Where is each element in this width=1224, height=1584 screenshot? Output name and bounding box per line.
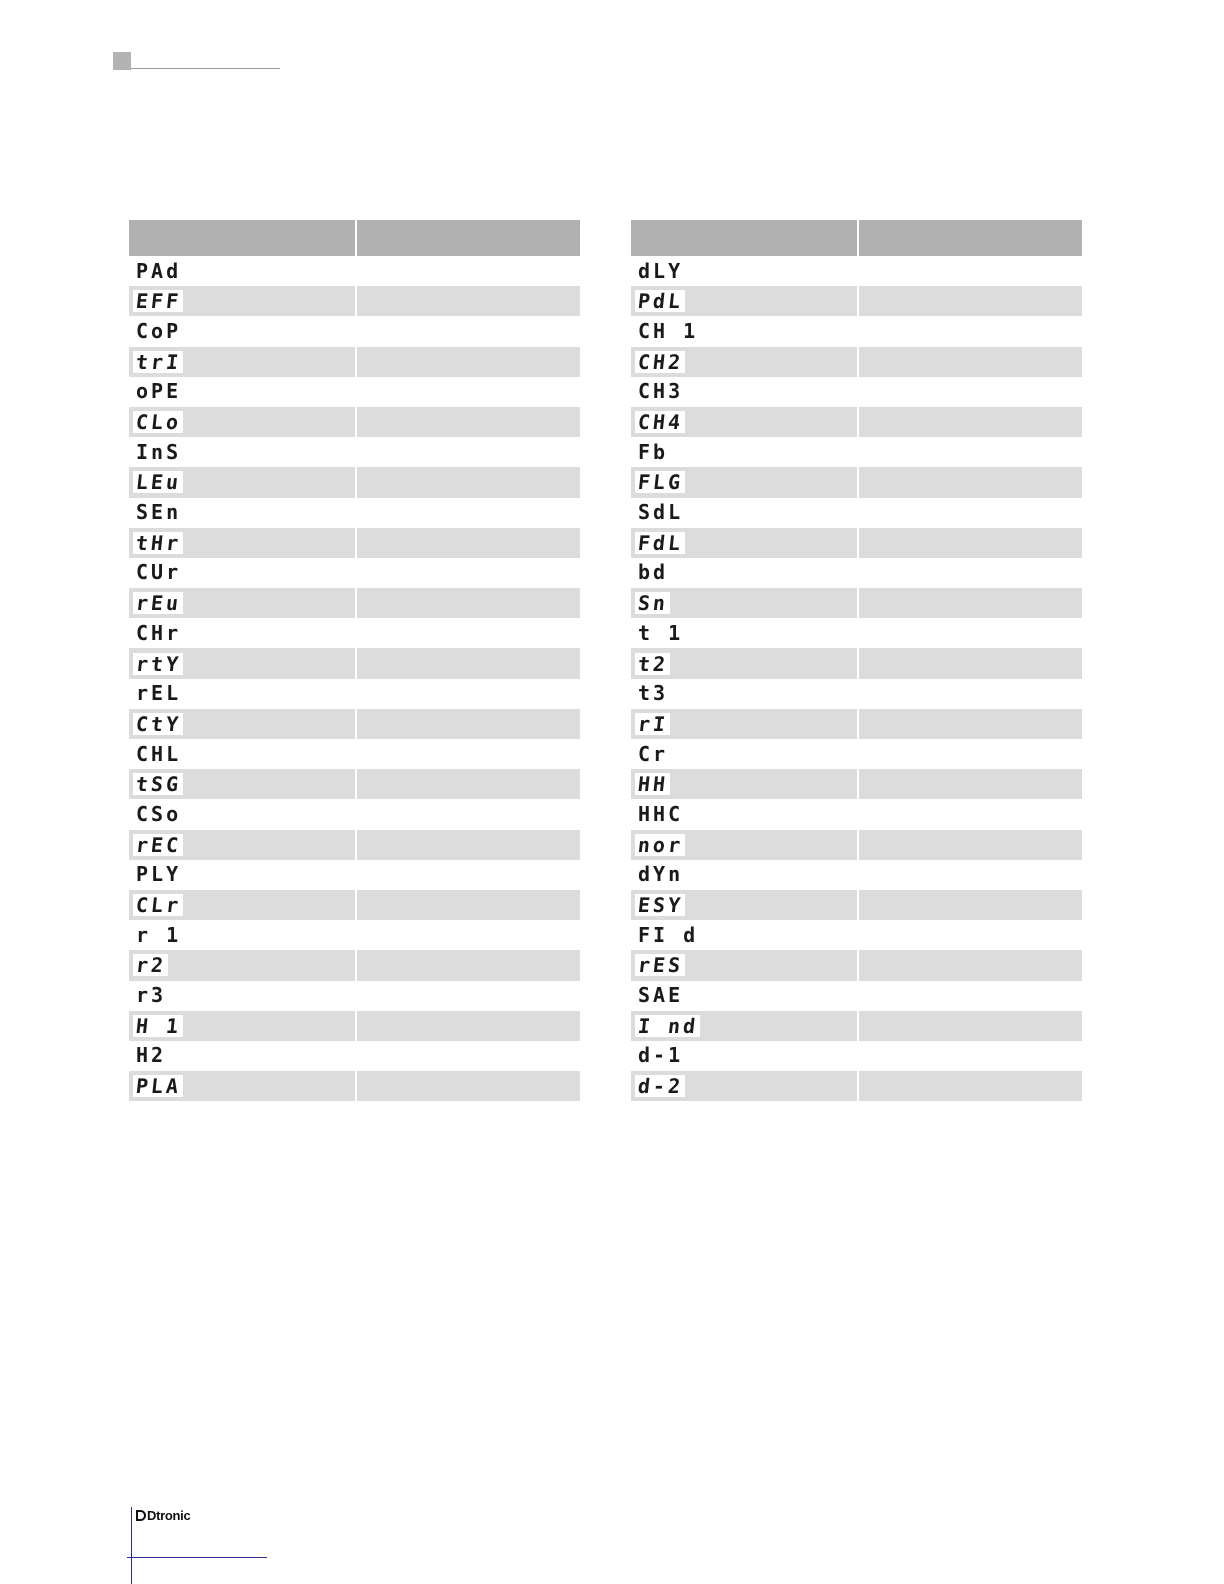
- table-row: [129, 709, 580, 739]
- display-code-wrap: [129, 318, 182, 343]
- code-cell: [631, 588, 857, 618]
- table-row: [129, 648, 580, 678]
- display-code-wrap: [129, 258, 182, 283]
- description-cell: [357, 286, 580, 316]
- display-code-wrap: [129, 502, 181, 523]
- table-row: [129, 316, 580, 346]
- description-cell: [859, 709, 1082, 739]
- code-cell: [129, 860, 355, 890]
- table-row: [631, 437, 1082, 467]
- code-cell: [129, 407, 355, 437]
- display-code: CUr: [136, 560, 182, 585]
- description-cell: [357, 709, 580, 739]
- display-code: PdL: [636, 289, 685, 314]
- display-code-wrap: [631, 439, 669, 464]
- header-cell-description: [859, 220, 1082, 256]
- description-cell: [859, 347, 1082, 377]
- table-row: [129, 437, 580, 467]
- display-code-wrap: [631, 502, 683, 523]
- table-row: [631, 347, 1082, 377]
- display-code: rEC: [134, 832, 183, 857]
- display-code-wrap: [635, 894, 685, 916]
- display-code: rtY: [134, 651, 183, 676]
- table-row: [631, 981, 1082, 1011]
- table-row: [129, 1071, 580, 1101]
- display-code-wrap: [129, 922, 182, 947]
- display-code: rI: [636, 711, 670, 736]
- description-cell: [859, 528, 1082, 558]
- table-row: [129, 981, 580, 1011]
- display-code-wrap: [635, 1075, 685, 1097]
- display-code: FdL: [636, 530, 685, 555]
- code-cell: [129, 1071, 355, 1101]
- code-cell: [129, 739, 355, 769]
- table-row: [631, 860, 1082, 890]
- display-code: CoP: [136, 318, 182, 343]
- code-cell: [129, 498, 355, 528]
- display-code: SEn: [136, 500, 182, 525]
- code-cell: [129, 981, 355, 1011]
- code-cell: [129, 679, 355, 709]
- display-code: r 1: [136, 922, 182, 947]
- display-code-wrap: [631, 620, 684, 645]
- description-cell: [859, 739, 1082, 769]
- brand-logo: [136, 1508, 190, 1523]
- table-row: [631, 588, 1082, 618]
- display-code: Cr: [638, 741, 669, 766]
- code-cell: [129, 950, 355, 980]
- table-row: [129, 739, 580, 769]
- description-cell: [357, 588, 580, 618]
- display-code: nor: [636, 832, 685, 857]
- table-row: [129, 1011, 580, 1041]
- display-code: H2: [136, 1043, 167, 1068]
- table-row: [129, 588, 580, 618]
- description-cell: [357, 769, 580, 799]
- code-cell: [129, 588, 355, 618]
- display-code: EFF: [134, 289, 183, 314]
- table-row: [631, 739, 1082, 769]
- code-cell: [631, 1011, 857, 1041]
- table-row: [129, 558, 580, 588]
- display-code-wrap: [133, 532, 183, 554]
- code-cell: [129, 618, 355, 648]
- code-cell: [631, 860, 857, 890]
- display-code: SAE: [638, 983, 684, 1008]
- table-row: [631, 1011, 1082, 1041]
- table-row: [631, 1071, 1082, 1101]
- code-cell: [631, 256, 857, 286]
- description-cell: [357, 890, 580, 920]
- display-code-wrap: [631, 985, 683, 1006]
- display-code: oPE: [136, 379, 182, 404]
- display-code-wrap: [129, 1045, 166, 1066]
- description-cell: [859, 769, 1082, 799]
- display-code: CSo: [136, 801, 182, 826]
- table-row: [129, 286, 580, 316]
- code-cell: [129, 558, 355, 588]
- description-cell: [859, 377, 1082, 407]
- table-row: [631, 498, 1082, 528]
- header-cell-description: [357, 220, 580, 256]
- description-cell: [859, 830, 1082, 860]
- display-code: PLY: [136, 862, 182, 887]
- code-cell: [129, 256, 355, 286]
- display-code-wrap: [133, 1015, 183, 1037]
- table-row: [129, 920, 580, 950]
- description-cell: [357, 648, 580, 678]
- table-row: [129, 679, 580, 709]
- table-row: [129, 1041, 580, 1071]
- display-code: CH3: [638, 379, 684, 404]
- display-code: CHL: [136, 741, 182, 766]
- display-code: CH4: [636, 410, 685, 435]
- description-cell: [859, 950, 1082, 980]
- header-cell-code: [631, 220, 857, 256]
- display-code: H 1: [134, 1013, 183, 1038]
- display-code: I nd: [636, 1013, 700, 1038]
- description-cell: [859, 890, 1082, 920]
- display-code-wrap: [133, 954, 168, 976]
- table-row: [631, 377, 1082, 407]
- description-cell: [357, 830, 580, 860]
- code-cell: [631, 467, 857, 497]
- display-code-wrap: [129, 985, 166, 1006]
- footer-vertical-rule: [131, 1507, 132, 1584]
- display-code: CtY: [134, 711, 183, 736]
- description-cell: [357, 437, 580, 467]
- table-row: [129, 347, 580, 377]
- table-row: [631, 316, 1082, 346]
- header-cell-code: [129, 220, 355, 256]
- code-cell: [631, 981, 857, 1011]
- table-row: [631, 709, 1082, 739]
- display-code-wrap: [133, 834, 183, 856]
- code-cell: [129, 1041, 355, 1071]
- display-code-wrap: [133, 653, 183, 675]
- display-code-wrap: [631, 381, 683, 402]
- display-code-wrap: [631, 922, 699, 947]
- display-code-wrap: [635, 653, 670, 675]
- description-cell: [357, 347, 580, 377]
- display-code: FLG: [636, 470, 685, 495]
- display-code: PAd: [136, 258, 182, 283]
- display-code-wrap: [635, 351, 685, 373]
- table-row: [631, 920, 1082, 950]
- description-cell: [357, 739, 580, 769]
- description-cell: [357, 679, 580, 709]
- code-cell: [631, 709, 857, 739]
- display-code: tHr: [134, 530, 183, 555]
- display-code-wrap: [635, 713, 670, 735]
- display-code-wrap: [133, 290, 183, 312]
- table-row: [129, 528, 580, 558]
- table-row: [631, 679, 1082, 709]
- code-cell: [129, 890, 355, 920]
- code-cell: [631, 830, 857, 860]
- description-cell: [357, 799, 580, 829]
- description-cell: [859, 407, 1082, 437]
- display-code: CLr: [134, 893, 183, 918]
- table-row: [631, 769, 1082, 799]
- display-code-wrap: [129, 620, 182, 645]
- table-row: [631, 1041, 1082, 1071]
- table-row: [631, 256, 1082, 286]
- display-code: t2: [636, 651, 670, 676]
- page-corner-marker: [113, 52, 131, 70]
- header-rule: [131, 68, 280, 69]
- display-code-wrap: [635, 290, 685, 312]
- table-row: [631, 799, 1082, 829]
- code-cell: [631, 920, 857, 950]
- code-cell: [129, 648, 355, 678]
- table-header: [129, 220, 580, 256]
- description-cell: [859, 316, 1082, 346]
- code-cell: [631, 528, 857, 558]
- description-cell: [357, 498, 580, 528]
- code-cell: [631, 407, 857, 437]
- table-row: [631, 890, 1082, 920]
- display-code: rEu: [134, 591, 183, 616]
- code-cell: [631, 377, 857, 407]
- code-cell: [129, 437, 355, 467]
- table-row: [129, 890, 580, 920]
- description-cell: [859, 799, 1082, 829]
- display-code: LEu: [134, 470, 183, 495]
- display-code-wrap: [133, 713, 183, 735]
- description-cell: [859, 256, 1082, 286]
- display-code-wrap: [631, 318, 699, 343]
- code-cell: [631, 799, 857, 829]
- display-code: CH2: [636, 349, 685, 374]
- table-row: [129, 950, 580, 980]
- code-cell: [631, 1071, 857, 1101]
- display-code-wrap: [631, 1045, 683, 1066]
- display-code-wrap: [631, 562, 668, 583]
- code-cell: [631, 558, 857, 588]
- code-cell: [631, 769, 857, 799]
- table-row: [631, 648, 1082, 678]
- display-code-wrap: [635, 592, 670, 614]
- display-code: trI: [134, 349, 183, 374]
- table-row: [129, 498, 580, 528]
- description-cell: [859, 467, 1082, 497]
- table-row: [631, 618, 1082, 648]
- description-cell: [357, 256, 580, 286]
- table-row: [631, 528, 1082, 558]
- table-row: [631, 286, 1082, 316]
- table-row: [129, 799, 580, 829]
- table-row: [631, 467, 1082, 497]
- code-cell: [631, 679, 857, 709]
- description-cell: [357, 528, 580, 558]
- description-cell: [357, 558, 580, 588]
- display-code: t 1: [638, 620, 684, 645]
- code-cell: [129, 377, 355, 407]
- table-row: [129, 467, 580, 497]
- code-cell: [129, 769, 355, 799]
- display-code-wrap: [635, 471, 685, 493]
- code-cell: [631, 618, 857, 648]
- display-code-wrap: [631, 864, 683, 885]
- code-cell: [631, 316, 857, 346]
- table-row: [129, 769, 580, 799]
- display-code: d-1: [638, 1043, 684, 1068]
- code-cell: [631, 950, 857, 980]
- code-cell: [129, 709, 355, 739]
- description-cell: [357, 981, 580, 1011]
- display-code: t3: [638, 681, 669, 706]
- display-code: HH: [636, 772, 670, 797]
- description-cell: [357, 316, 580, 346]
- description-cell: [859, 679, 1082, 709]
- description-cell: [859, 498, 1082, 528]
- display-code-wrap: [129, 801, 182, 826]
- description-cell: [357, 467, 580, 497]
- display-code-wrap: [129, 864, 181, 885]
- display-code-wrap: [631, 801, 684, 826]
- code-cell: [129, 830, 355, 860]
- display-code-wrap: [635, 411, 685, 433]
- description-cell: [357, 407, 580, 437]
- display-code-wrap: [133, 592, 183, 614]
- display-code-wrap: [129, 741, 182, 766]
- description-cell: [859, 981, 1082, 1011]
- description-cell: [357, 1011, 580, 1041]
- display-code: SdL: [638, 500, 684, 525]
- description-cell: [859, 920, 1082, 950]
- display-code-wrap: [129, 562, 181, 583]
- display-code-wrap: [631, 683, 668, 704]
- display-code: bd: [638, 560, 669, 585]
- display-code-wrap: [133, 894, 183, 916]
- display-code: CHr: [136, 620, 182, 645]
- display-code: tSG: [134, 772, 183, 797]
- code-cell: [129, 286, 355, 316]
- table-row: [631, 407, 1082, 437]
- code-cell: [631, 347, 857, 377]
- display-code-wrap: [631, 258, 684, 283]
- footer-horizontal-rule: [127, 1557, 267, 1558]
- logo-mark-icon: [136, 1510, 146, 1521]
- display-code-wrap: [129, 439, 182, 464]
- description-cell: [859, 1041, 1082, 1071]
- code-cell: [129, 467, 355, 497]
- display-code-wrap: [133, 411, 183, 433]
- display-code-wrap: [133, 1075, 183, 1097]
- code-cell: [631, 437, 857, 467]
- right-table-body: [631, 256, 1082, 1101]
- display-code: r3: [136, 983, 167, 1008]
- table-row: [631, 558, 1082, 588]
- display-code: CH 1: [638, 318, 699, 343]
- display-code-wrap: [635, 834, 685, 856]
- table-row: [129, 377, 580, 407]
- description-cell: [357, 1041, 580, 1071]
- table-row: [631, 830, 1082, 860]
- description-cell: [357, 377, 580, 407]
- left-parameter-table: [129, 220, 580, 1101]
- brand-name: Dtronic: [147, 1508, 191, 1523]
- description-cell: [859, 1071, 1082, 1101]
- table-row: [129, 860, 580, 890]
- description-cell: [859, 558, 1082, 588]
- display-code: rEL: [136, 681, 182, 706]
- display-code: rES: [636, 953, 685, 978]
- display-code-wrap: [133, 351, 183, 373]
- display-code-wrap: [635, 773, 670, 795]
- display-code-wrap: [635, 1015, 700, 1037]
- code-cell: [631, 890, 857, 920]
- table-row: [129, 407, 580, 437]
- display-code-wrap: [133, 773, 183, 795]
- description-cell: [859, 588, 1082, 618]
- description-cell: [357, 950, 580, 980]
- code-cell: [631, 648, 857, 678]
- display-code: r2: [134, 953, 168, 978]
- display-code-wrap: [129, 683, 181, 704]
- description-cell: [859, 286, 1082, 316]
- code-cell: [129, 799, 355, 829]
- description-cell: [357, 860, 580, 890]
- description-cell: [859, 648, 1082, 678]
- description-cell: [357, 920, 580, 950]
- display-code: HHC: [638, 801, 684, 826]
- description-cell: [859, 1011, 1082, 1041]
- code-cell: [129, 920, 355, 950]
- code-cell: [129, 347, 355, 377]
- left-table-body: [129, 256, 580, 1101]
- description-cell: [859, 618, 1082, 648]
- description-cell: [357, 618, 580, 648]
- display-code-wrap: [133, 471, 183, 493]
- display-code: CLo: [134, 410, 183, 435]
- table-row: [129, 830, 580, 860]
- code-cell: [631, 286, 857, 316]
- code-cell: [129, 528, 355, 558]
- display-code-wrap: [631, 741, 669, 766]
- display-code-wrap: [635, 532, 685, 554]
- display-code: FI d: [638, 922, 699, 947]
- table-row: [129, 256, 580, 286]
- code-cell: [129, 1011, 355, 1041]
- description-cell: [859, 437, 1082, 467]
- code-cell: [631, 1041, 857, 1071]
- code-cell: [129, 316, 355, 346]
- code-cell: [631, 739, 857, 769]
- display-code: dYn: [638, 862, 684, 887]
- display-code: PLA: [134, 1074, 183, 1099]
- display-code: dLY: [638, 258, 684, 283]
- code-cell: [631, 498, 857, 528]
- description-cell: [859, 860, 1082, 890]
- display-code: InS: [136, 439, 182, 464]
- right-parameter-table: [631, 220, 1082, 1101]
- table-row: [129, 618, 580, 648]
- display-code: d-2: [636, 1074, 685, 1099]
- display-code-wrap: [635, 954, 685, 976]
- description-cell: [357, 1071, 580, 1101]
- display-code: Fb: [638, 439, 669, 464]
- table-row: [631, 950, 1082, 980]
- display-code: ESY: [636, 893, 685, 918]
- display-code-wrap: [129, 381, 181, 402]
- display-code: Sn: [636, 591, 670, 616]
- table-header: [631, 220, 1082, 256]
